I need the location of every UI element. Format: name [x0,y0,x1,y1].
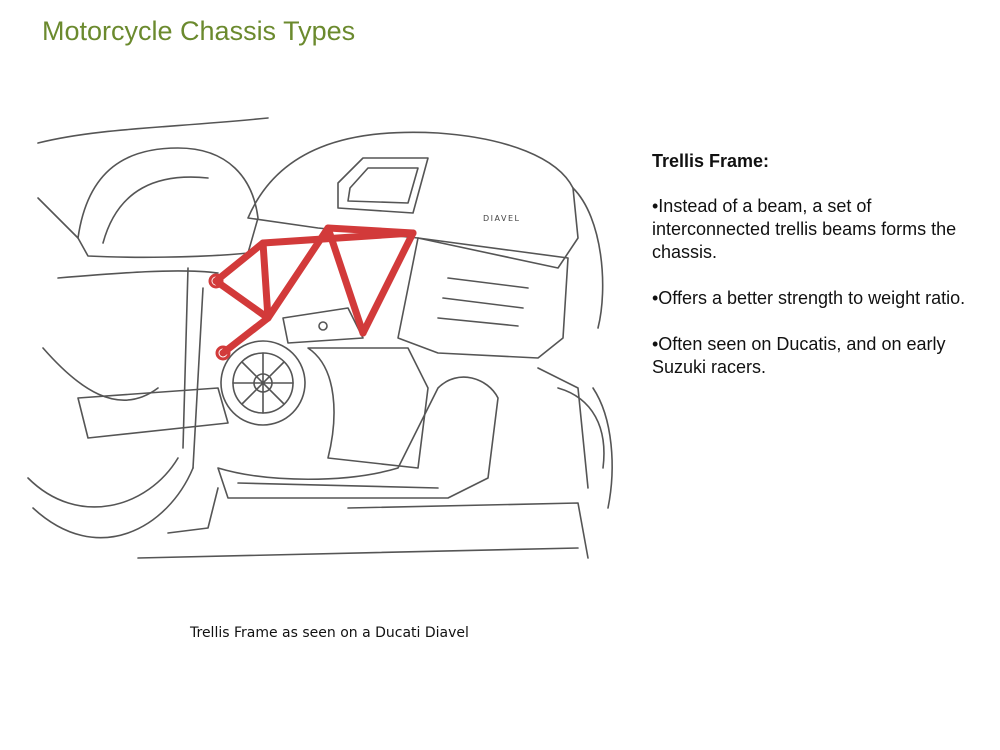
bullet-item: •Offers a better strength to weight ratio. [652,288,966,308]
trellis-frame [216,228,413,353]
fuel-tank [248,132,578,268]
bullet-item: •Often seen on Ducatis, and on early Suzuki racers. [652,334,946,377]
side-panel [398,238,568,358]
tank-badge: DIAVEL [483,214,521,223]
description-panel [652,150,982,402]
exhaust [218,377,498,498]
panel-heading: Trellis Frame: [652,151,770,171]
motorcycle-sketch [18,88,618,648]
slide-title: Motorcycle Chassis Types [42,16,356,46]
sketch-lines [28,118,612,558]
figure-caption: Trellis Frame as seen on a Ducati Diavel [190,625,469,641]
seat [78,148,258,257]
rear-wheel [33,468,193,538]
sketch-svg [18,88,618,648]
bullet-item: •Instead of a beam, a set of interconnected trellis beams forms the chassis. [652,196,957,262]
